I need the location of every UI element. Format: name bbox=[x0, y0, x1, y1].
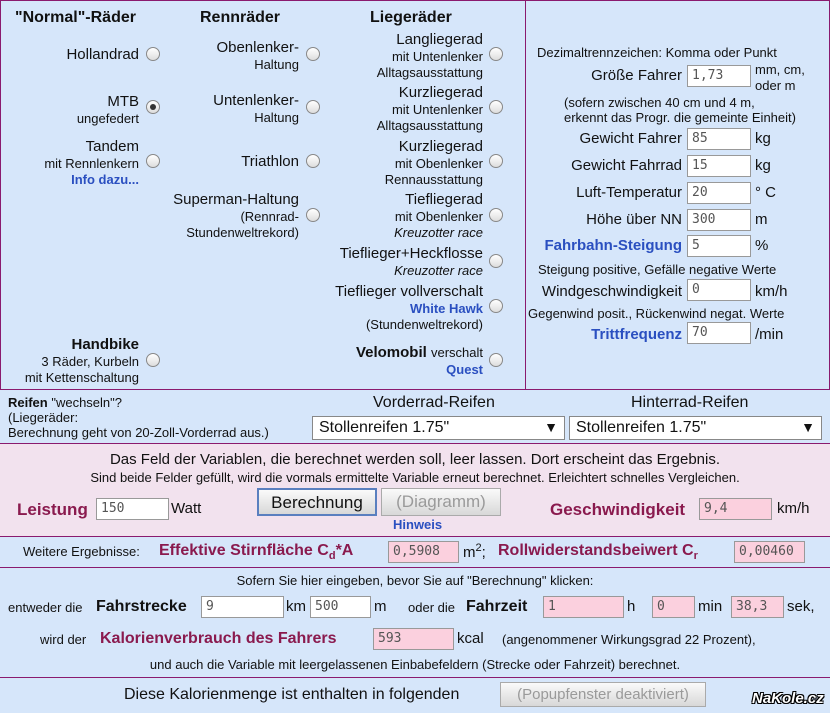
tandem-label: Tandem bbox=[85, 138, 139, 155]
superman-label: Superman-Haltung bbox=[173, 191, 299, 208]
wind-label: Windgeschwindigkeit bbox=[541, 283, 682, 300]
info-link[interactable]: Info dazu... bbox=[71, 172, 139, 187]
calorie-prefix: wird der bbox=[40, 632, 87, 647]
tires-note-1: (Liegeräder: bbox=[8, 410, 79, 425]
bikeweight-input[interactable]: 15 bbox=[687, 155, 751, 177]
untenlenker-sub: Haltung bbox=[254, 110, 299, 125]
kurzlieger2-sub1: mit Obenlenker bbox=[394, 156, 483, 171]
radio-hollandrad[interactable] bbox=[146, 47, 160, 61]
area-label-text: Effektive Stirnfläche C bbox=[159, 542, 329, 559]
time-label: Fahrzeit bbox=[466, 598, 528, 615]
radio-obenlenker[interactable] bbox=[306, 47, 320, 61]
area-label bbox=[159, 542, 353, 562]
height-label: Größe Fahrer bbox=[591, 67, 682, 84]
radio-tieflieger[interactable] bbox=[489, 208, 503, 222]
power-label: Leistung bbox=[17, 500, 88, 519]
radio-tandem[interactable] bbox=[146, 154, 160, 168]
calorie-unit: kcal bbox=[457, 630, 484, 647]
triathlon-label: Triathlon bbox=[241, 153, 299, 170]
tandem-sub: mit Rennlenkern bbox=[44, 156, 139, 171]
footer-note: und auch die Variable mit leergelassenen Einbabefeldern (Strecke oder Fahrzeit) berechnet. bbox=[149, 657, 681, 672]
langlieger-sub2: Alltagsausstattung bbox=[376, 65, 483, 80]
area-output[interactable]: 0,5908 bbox=[388, 541, 459, 563]
radio-heckflosse[interactable] bbox=[489, 254, 503, 268]
weight-unit: kg bbox=[755, 130, 771, 147]
roll-label-sub: r bbox=[693, 550, 698, 563]
temp-unit: ° C bbox=[755, 184, 776, 201]
radio-langlieger[interactable] bbox=[489, 47, 503, 61]
white-hawk-link[interactable]: White Hawk bbox=[410, 301, 483, 316]
time-sec-input[interactable]: 38,3 bbox=[731, 596, 784, 618]
wind-input[interactable]: 0 bbox=[687, 279, 751, 301]
front-tire-select[interactable] bbox=[312, 416, 565, 440]
speed-label: Geschwindigkeit bbox=[550, 500, 686, 519]
velomobil-sub: verschalt bbox=[430, 345, 483, 360]
slope-unit: % bbox=[755, 237, 769, 254]
distance-section bbox=[0, 567, 830, 677]
wind-unit: km/h bbox=[755, 283, 788, 300]
time-h-input[interactable]: 1 bbox=[543, 596, 624, 618]
kurzlieger2-label: Kurzliegerad bbox=[398, 138, 483, 155]
handbike-sub1: 3 Räder, Kurbeln bbox=[41, 354, 139, 369]
km-unit: km bbox=[286, 598, 306, 615]
kurzlieger1-sub2: Alltagsausstattung bbox=[376, 118, 483, 133]
heckflosse-sub: Kreuzotter race bbox=[394, 263, 483, 278]
tires-label bbox=[8, 395, 122, 410]
h-unit: h bbox=[627, 598, 636, 615]
weight-input[interactable]: 85 bbox=[687, 128, 751, 150]
velomobil-label bbox=[356, 344, 483, 361]
power-input[interactable]: 150 bbox=[96, 498, 169, 520]
radio-superman[interactable] bbox=[306, 208, 320, 222]
diagram-button: (Diagramm) bbox=[381, 488, 501, 516]
m-unit: m bbox=[374, 598, 387, 615]
time-min-input[interactable]: 0 bbox=[652, 596, 695, 618]
obenlenker-label: Obenlenker- bbox=[216, 39, 299, 56]
front-tire-arrow-icon: ▼ bbox=[544, 419, 558, 435]
calorie-label: Kalorienverbrauch des Fahrers bbox=[100, 630, 337, 647]
radio-handbike[interactable] bbox=[146, 353, 160, 367]
distance-km-input[interactable]: 9 bbox=[201, 596, 284, 618]
temp-label: Luft-Temperatur bbox=[576, 184, 682, 201]
height-unit-1: mm, cm, bbox=[755, 62, 805, 77]
distance-label: Fahrstrecke bbox=[96, 598, 187, 615]
tieflieger-sub1: mit Obenlenker bbox=[394, 209, 483, 224]
results-label: Weitere Ergebnisse: bbox=[23, 544, 140, 559]
velomobil-name: Velomobil bbox=[355, 344, 427, 361]
cadence-link[interactable]: Trittfrequenz bbox=[591, 326, 682, 343]
hint-link[interactable]: Hinweis bbox=[393, 517, 443, 532]
superman-sub1: (Rennrad- bbox=[240, 209, 299, 224]
bikeweight-unit: kg bbox=[755, 157, 771, 174]
distance-m-input[interactable]: 500 bbox=[310, 596, 371, 618]
tires-label-bold: Reifen bbox=[8, 395, 48, 410]
weight-label: Gewicht Fahrer bbox=[579, 130, 682, 147]
watermark-logo: NaKole.cz bbox=[752, 690, 824, 707]
height-unit-2: oder m bbox=[755, 78, 796, 93]
slope-link[interactable]: Fahrbahn-Steigung bbox=[544, 237, 682, 254]
parameters-panel bbox=[526, 1, 829, 389]
col-normal-header: "Normal"-Räder bbox=[15, 9, 136, 26]
calculation-section bbox=[0, 443, 830, 536]
front-tire-value: Stollenreifen 1.75" bbox=[319, 419, 450, 436]
mtb-label: MTB bbox=[107, 93, 139, 110]
kurzlieger1-sub1: mit Untenlenker bbox=[391, 102, 483, 117]
bottom-text: Diese Kalorienmenge ist enthalten in folgenden bbox=[124, 686, 460, 703]
area-label-suffix: *A bbox=[335, 542, 354, 559]
height-note-2: erkennt das Progr. die gemeinte Einheit) bbox=[564, 110, 796, 125]
tieflieger-sub2: Kreuzotter race bbox=[394, 225, 483, 240]
area-label-sub: d bbox=[328, 550, 336, 563]
radio-mtb[interactable] bbox=[146, 100, 160, 114]
radio-untenlenker[interactable] bbox=[306, 100, 320, 114]
temp-input[interactable]: 20 bbox=[687, 182, 751, 204]
roll-label bbox=[498, 542, 698, 562]
calorie-output[interactable]: 593 bbox=[373, 628, 454, 650]
radio-triathlon[interactable] bbox=[306, 154, 320, 168]
distance-intro: Sofern Sie hier eingeben, bevor Sie auf "Berechnung" klicken: bbox=[236, 573, 594, 588]
rear-tire-value: Stollenreifen 1.75" bbox=[576, 419, 707, 436]
altitude-label: Höhe über NN bbox=[586, 211, 682, 228]
col-recumbent-header: Liegeräder bbox=[370, 9, 452, 26]
handbike-label: Handbike bbox=[71, 336, 139, 353]
tires-section bbox=[0, 389, 830, 443]
radio-vollverschalt[interactable] bbox=[489, 299, 503, 313]
min-unit: min bbox=[698, 598, 723, 615]
instruction-1: Das Feld der Variablen, die berechnet werden soll, leer lassen. Dort erscheint das Ergebnis. bbox=[109, 451, 721, 468]
decimal-note: Dezimaltrennzeichen: Komma oder Punkt bbox=[537, 45, 777, 60]
slope-note: Steigung positive, Gefälle negative Werte bbox=[538, 262, 777, 277]
wind-note: Gegenwind posit., Rückenwind negat. Werte bbox=[528, 306, 785, 321]
altitude-unit: m bbox=[755, 211, 768, 228]
bike-selection-panel bbox=[1, 1, 525, 389]
quest-link[interactable]: Quest bbox=[446, 362, 483, 377]
front-tire-header: Vorderrad-Reifen bbox=[373, 394, 495, 411]
hollandrad-label: Hollandrad bbox=[66, 46, 139, 63]
vollverschalt-sub: (Stundenweltrekord) bbox=[365, 317, 483, 332]
calorie-note: (angenommener Wirkungsgrad 22 Prozent), bbox=[502, 632, 756, 647]
radio-kurzlieger2[interactable] bbox=[489, 154, 503, 168]
tires-note-2: Berechnung geht von 20-Zoll-Vorderrad aus.) bbox=[8, 425, 269, 440]
popup-button: (Popupfenster deaktiviert) bbox=[500, 682, 706, 707]
area-unit-text: m bbox=[463, 544, 476, 561]
vollverschalt-label: Tieflieger vollverschalt bbox=[335, 283, 483, 300]
untenlenker-label: Untenlenker- bbox=[213, 92, 299, 109]
altitude-input[interactable]: 300 bbox=[687, 209, 751, 231]
kurzlieger1-label: Kurzliegerad bbox=[398, 84, 483, 101]
langlieger-label: Langliegerad bbox=[396, 31, 483, 48]
tieflieger-label: Tiefliegerad bbox=[405, 191, 483, 208]
rear-tire-select[interactable] bbox=[569, 416, 822, 440]
radio-kurzlieger1[interactable] bbox=[489, 100, 503, 114]
col-race-header: Rennräder bbox=[200, 9, 281, 26]
handbike-sub2: mit Kettenschaltung bbox=[24, 370, 139, 385]
mtb-sub: ungefedert bbox=[76, 111, 139, 126]
cadence-unit: /min bbox=[755, 326, 784, 343]
tires-label-rest: "wechseln"? bbox=[47, 395, 123, 410]
power-unit: Watt bbox=[171, 500, 202, 517]
slope-input[interactable]: 5 bbox=[687, 235, 751, 257]
results-section bbox=[0, 536, 830, 567]
area-sep: ; bbox=[481, 544, 486, 561]
height-input[interactable]: 1,73 bbox=[687, 65, 751, 87]
langlieger-sub1: mit Untenlenker bbox=[391, 49, 483, 64]
superman-sub2: Stundenweltrekord) bbox=[186, 225, 299, 240]
either-text: entweder die bbox=[8, 600, 83, 615]
kurzlieger2-sub2: Rennausstattung bbox=[384, 172, 483, 187]
cadence-input[interactable]: 70 bbox=[687, 322, 751, 344]
obenlenker-sub: Haltung bbox=[254, 57, 299, 72]
roll-output[interactable]: 0,00460 bbox=[734, 541, 805, 563]
area-unit-sup: 2 bbox=[475, 542, 482, 554]
height-note-1: (sofern zwischen 40 cm und 4 m, bbox=[564, 95, 755, 110]
rear-tire-arrow-icon: ▼ bbox=[801, 419, 815, 435]
radio-velomobil[interactable] bbox=[489, 353, 503, 367]
or-text: oder die bbox=[408, 600, 455, 615]
roll-label-text: Rollwiderstandsbeiwert C bbox=[498, 542, 694, 559]
bikeweight-label: Gewicht Fahrrad bbox=[571, 157, 682, 174]
rear-tire-header: Hinterrad-Reifen bbox=[631, 394, 749, 411]
sec-unit: sek, bbox=[787, 598, 815, 615]
speed-input[interactable]: 9,4 bbox=[699, 498, 772, 520]
area-unit bbox=[463, 542, 486, 561]
heckflosse-label: Tieflieger+Heckflosse bbox=[339, 245, 483, 262]
calculate-button[interactable]: Berechnung bbox=[257, 488, 377, 516]
bottom-section bbox=[0, 677, 830, 713]
instruction-2: Sind beide Felder gefüllt, wird die vormals ermittelte Variable erneut berechnet. Erleichtert schnelles Vergleichen. bbox=[90, 470, 740, 485]
speed-unit: km/h bbox=[777, 500, 810, 517]
